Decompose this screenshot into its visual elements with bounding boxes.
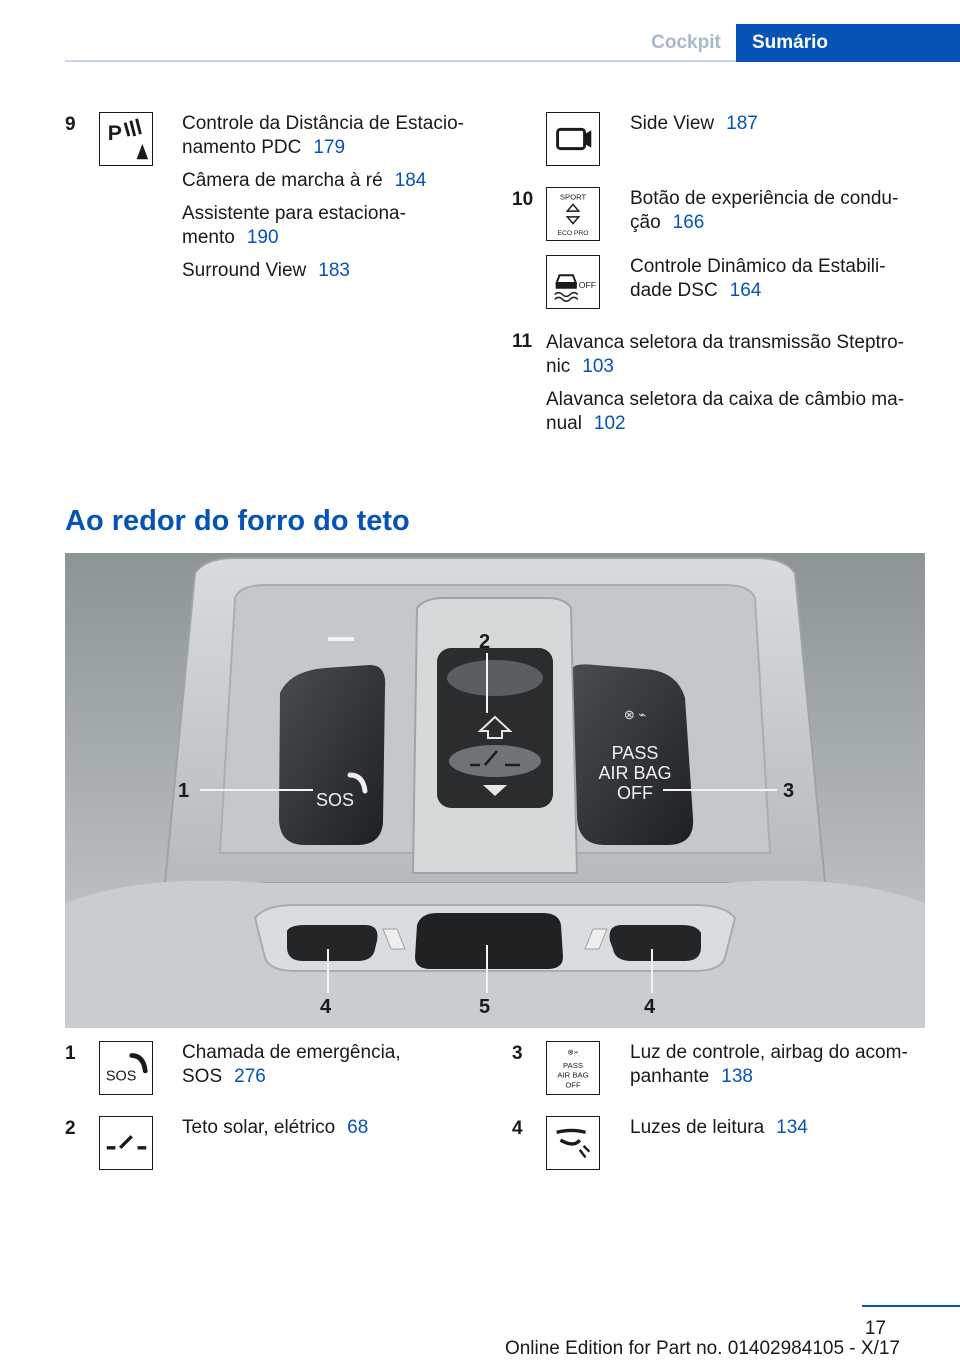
svg-text:3: 3 [783, 780, 795, 802]
page-link[interactable]: 166 [672, 212, 705, 233]
item-number-9: 9 [65, 114, 76, 135]
item-number-1: 1 [65, 1043, 76, 1064]
svg-text:SPORT: SPORT [559, 192, 587, 202]
item-number-2: 2 [65, 1118, 76, 1139]
svg-text:PASS: PASS [563, 1061, 583, 1070]
reading-light-icon [546, 1116, 600, 1170]
page-link[interactable]: 187 [726, 113, 758, 134]
page-link[interactable]: 184 [394, 170, 427, 191]
item-9-line: Assistente para estaciona- [182, 203, 406, 224]
sos-icon [99, 1041, 153, 1095]
item-1-text: Chamada de emergência, SOS 276 [182, 1042, 401, 1087]
svg-text:⊗ ⌁: ⊗ ⌁ [623, 707, 647, 722]
sunroof-icon [99, 1116, 153, 1170]
item-11-text: Alavanca seletora da transmissão Steptro- nic 103 Alavanca seletora da caixa de câmbio ma- nual 102 [546, 332, 905, 434]
page-link[interactable]: 134 [776, 1117, 808, 1138]
item-number-10: 10 [512, 189, 534, 210]
svg-text:P: P [107, 121, 122, 145]
page-link[interactable]: 276 [234, 1066, 266, 1087]
tab-cockpit[interactable]: Cockpit [651, 32, 721, 53]
svg-text:PASS: PASS [611, 743, 659, 763]
page-link[interactable]: 102 [593, 413, 626, 434]
page-link[interactable]: 103 [582, 356, 614, 377]
item-2-text: Teto solar, elétrico 68 [182, 1117, 369, 1138]
item-9-line: Surround View [182, 260, 307, 281]
svg-text:2: 2 [479, 631, 491, 653]
item-10-text: Botão de experiência de condu- ção 166 [630, 188, 899, 233]
svg-text:OFF: OFF [617, 783, 653, 803]
section-title: Ao redor do forro do teto [65, 505, 410, 537]
parking-sensor-icon [99, 112, 153, 166]
item-4-text: Luzes de leitura 134 [630, 1117, 808, 1138]
svg-text:AIR BAG: AIR BAG [557, 1070, 589, 1080]
svg-text:SOS: SOS [105, 1068, 137, 1085]
item-number-4: 4 [512, 1118, 523, 1139]
svg-text:ECO PRO: ECO PRO [557, 230, 589, 238]
page-link[interactable]: 138 [721, 1066, 753, 1087]
item-number-3: 3 [512, 1043, 523, 1064]
edition-note: Online Edition for Part no. 01402984105 - X/17 [504, 1338, 900, 1359]
page-number: 17 [864, 1318, 886, 1339]
driving-mode-icon [546, 187, 600, 241]
overhead-console-photo [65, 553, 925, 1028]
svg-text:OFF: OFF [578, 279, 597, 290]
svg-text:OFF: OFF [565, 1080, 581, 1090]
item-9-line: namento PDC [182, 137, 302, 158]
page-link[interactable]: 179 [313, 137, 346, 158]
dsc-text: Controle Dinâmico da Estabili- dade DSC 164 [630, 256, 886, 301]
svg-text:4: 4 [644, 996, 656, 1018]
side-view-text: Side View 187 [630, 113, 758, 134]
page-link[interactable]: 183 [318, 260, 350, 281]
svg-text:4: 4 [320, 996, 332, 1018]
page-link[interactable]: 164 [729, 280, 762, 301]
svg-text:5: 5 [479, 996, 491, 1018]
item-9-line: Câmera de marcha à ré [182, 170, 383, 191]
item-9-line: mento [182, 227, 235, 248]
page-link[interactable]: 68 [347, 1117, 369, 1138]
svg-text:1: 1 [178, 780, 190, 802]
item-number-11: 11 [512, 331, 533, 352]
footer-rule [862, 1305, 960, 1307]
dsc-off-icon [546, 255, 600, 309]
svg-text:SOS: SOS [315, 790, 355, 810]
tab-sumario[interactable]: Sumário [736, 24, 960, 62]
svg-text:⊗⌁: ⊗⌁ [567, 1047, 579, 1057]
airbag-off-icon [546, 1041, 600, 1095]
side-view-camera-icon [546, 112, 600, 166]
item-9-line: Controle da Distância de Estacio- [182, 113, 464, 134]
item-3-text: Luz de controle, airbag do acom- panhante 138 [630, 1042, 908, 1087]
item-9-text [182, 112, 482, 283]
page-link[interactable]: 190 [246, 227, 279, 248]
svg-text:AIR BAG: AIR BAG [598, 763, 672, 783]
